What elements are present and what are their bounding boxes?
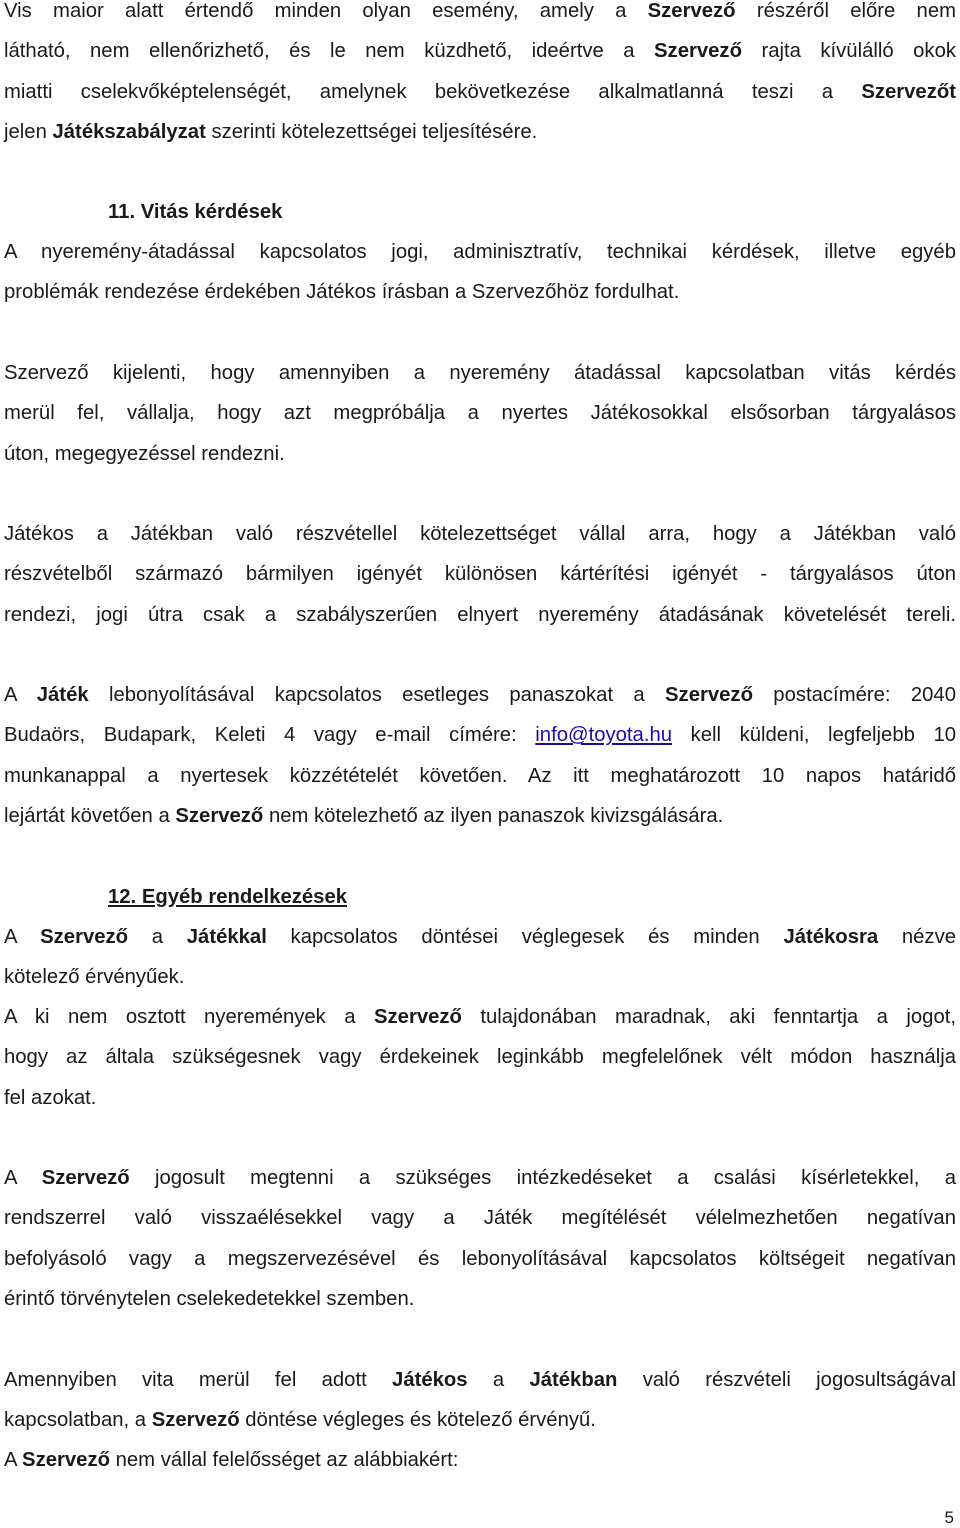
text-line: rendezi, jogi útra csak a szabályszerűen elnyert nyeremény átadásának követelését tereli. [4,603,956,626]
text-line: A Játék lebonyolításával kapcsolatos esetleges panaszokat a Szervező postacímére: 2040 [4,684,956,706]
paragraph-12-3 [4,1158,956,1279]
text-line: befolyásoló vagy a megszervezésével és lebonyolításával kapcsolatos költségeit negatívan [4,1247,956,1270]
text-line: merül fel, vállalja, hogy azt megpróbálja a nyertes Játékosokkal elsősorban tárgyalásos [4,402,956,425]
paragraph-12-3-end [4,1279,956,1319]
text-line: Vis maior alatt értendő minden olyan esemény, amely a Szervező részéről előre nem [4,0,956,22]
text-line: hogy az általa szükségesnek vagy érdekeinek leginkább megfelelőnek vélt módon használja [4,1046,956,1069]
text-line: A Szervező jogosult megtenni a szükséges intézkedéseket a csalási kísérletekkel, a [4,1167,956,1189]
paragraph-11-3 [4,514,956,635]
paragraph-11-4-end [4,796,956,836]
text-line: úton, megegyezéssel rendezni. [4,443,285,465]
text-line: érintő törvénytelen cselekedetekkel szemben. [4,1288,415,1310]
paragraph-vis-maior-end [4,112,956,152]
paragraph-12-4-end [4,1400,956,1481]
text-line: látható, nem ellenőrizhető, és le nem küzdhető, ideértve a Szervező rajta kívülálló okok [4,40,956,63]
text-line: kötelező érvényűek. [4,966,185,988]
paragraph-12-1-end [4,957,956,997]
page-number: 5 [944,1508,954,1527]
text-line: részvételből származó bármilyen igényét különösen kártérítési igényét - tárgyalásos úton [4,563,956,586]
text-line: lejártát követően a Szervező nem kötelezhető az ilyen panaszok kivizsgálására. [4,805,724,827]
paragraph-11-1-end [4,272,956,312]
email-link[interactable]: info@toyota.hu [535,724,673,747]
paragraph-vis-maior [4,0,956,112]
text-line: rendszerrel való visszaélésekkel vagy a Játék megítélését vélelmezhetően negatívan [4,1207,956,1230]
text-line: Budaörs, Budapark, Keleti 4 vagy e-mail címére: info@toyota.hu kell küldeni, legfeljebb 10 [4,724,957,747]
text-line: munkanappal a nyertesek közzétételét követően. Az itt meghatározott 10 napos határidő [4,764,956,787]
paragraph-11-2 [4,353,956,434]
paragraph-12-4 [4,1360,956,1400]
text-line: problémák rendezése érdekében Játékos írásban a Szervezőhöz fordulhat. [4,281,680,303]
paragraph-11-2-end [4,434,956,474]
text-line: jelen Játékszabályzat szerinti kötelezettségei teljesítésére. [4,121,538,143]
text-line: Szervező kijelenti, hogy amennyiben a nyeremény átadással kapcsolatban vitás kérdés [4,362,956,384]
text-line: A nyeremény-átadással kapcsolatos jogi, adminisztratív, technikai kérdések, illetve egyéb [4,241,956,263]
section-11-heading: 11. Vitás kérdések [108,201,283,223]
paragraph-11-1 [4,232,956,272]
paragraph-12-2-end [4,1078,956,1118]
text-line: miatti cselekvőképtelenségét, amelynek bekövetkezése alkalmatlanná teszi a Szervezőt [4,80,956,103]
paragraph-11-4 [4,675,956,796]
paragraph-12-2 [4,997,956,1078]
text-line: A Szervező nem vállal felelősséget az alábbiakért: [4,1449,459,1472]
text-line: kapcsolatban, a Szervező döntése végleges és kötelező érvényű. [4,1409,596,1431]
section-12-heading: 12. Egyéb rendelkezések [108,886,348,908]
text-line: Amennyiben vita merül fel adott Játékos a Játékban való részvételi jogosultságával [4,1369,956,1391]
text-line: fel azokat. [4,1087,97,1109]
text-line: Játékos a Játékban való részvétellel kötelezettséget vállal arra, hogy a Játékban való [4,523,956,545]
text-line: A Szervező a Játékkal kapcsolatos döntései véglegesek és minden Játékosra nézve [4,926,956,948]
text-line: A ki nem osztott nyeremények a Szervező tulajdonában maradnak, aki fenntartja a jogot, [4,1006,957,1028]
paragraph-12-1 [4,917,956,957]
